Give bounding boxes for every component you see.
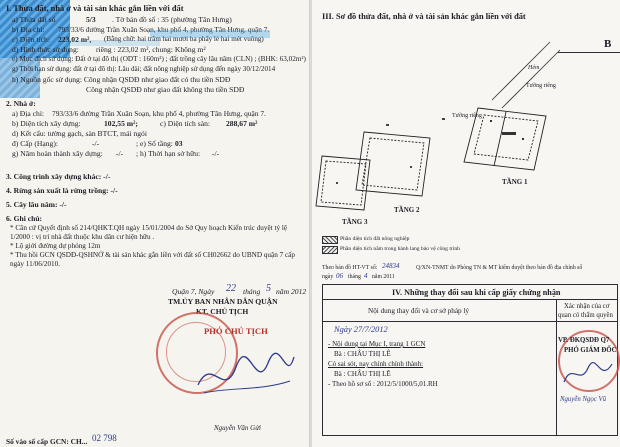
section3-title: III. Sơ đồ thửa đất, nhà ở và tài sản khác gắn liền với đất bbox=[322, 12, 526, 21]
changes-title: IV. Những thay đổi sau khi cấp giấy chứng nhận bbox=[392, 288, 561, 297]
sign-month: 5 bbox=[266, 283, 271, 294]
map-ref-date-prefix: ngày bbox=[322, 274, 334, 280]
legend-item: Phần diện tích đất nông nghiệp bbox=[340, 236, 410, 242]
house-build-area-label: b) Diện tích xây dựng: bbox=[12, 119, 81, 128]
land-address-value: 793/33/6 đường Trần Xuân Soạn, khu phố 4, phường Tân Hưng, quận 7. bbox=[58, 25, 270, 34]
table-rule bbox=[322, 299, 618, 300]
table-column-divider bbox=[556, 299, 557, 435]
label-hem: Hẻm bbox=[528, 65, 540, 71]
lot-dimension-ticks bbox=[490, 120, 524, 140]
confirm-signature-graphic bbox=[560, 356, 616, 392]
house-grade-value: -/- bbox=[92, 139, 100, 148]
item5-perennial: 5. Cây lâu năm: -/- bbox=[6, 200, 67, 209]
sign-role: PHÓ CHỦ TỊCH bbox=[204, 326, 268, 336]
register-number-label: Số vào sổ cấp GCN: CH... bbox=[6, 437, 88, 446]
map-ref-label: Theo bản đồ HT-VT số: bbox=[322, 265, 378, 271]
map-ref-approval: Q/XN-TNMT do Phòng TN & MT kiểm duyệt theo bản đồ địa chính số bbox=[416, 265, 583, 271]
land-area-value: 223,02 m², bbox=[58, 35, 92, 44]
house-floor-area-value: 288,67 m² bbox=[226, 119, 258, 128]
change-line: Bà : CHÂU THỊ LÊ bbox=[334, 350, 391, 358]
highlight-mark bbox=[150, 30, 270, 38]
sign-kt: KT. CHỦ TỊCH bbox=[196, 307, 249, 316]
land-area-label: c) Diện tích: bbox=[12, 35, 50, 44]
legend-item: Phần diện tích nằm trong hành lang bảo vệ công trình bbox=[340, 246, 460, 252]
map-ref-month: 4 bbox=[364, 272, 368, 280]
section1-title: I. Thửa đất, nhà ở và tài sản khác gắn liền với đất bbox=[6, 4, 184, 13]
land-term: g) Thời hạn sử dụng: đất ở tại đô thị: Lâu dài; đất nông nghiệp sử dụng đến ngày 30/12/2014 bbox=[12, 65, 276, 73]
land-address-label: b) Địa chỉ: bbox=[12, 25, 45, 34]
change-line: Có sai sót, nay chỉnh chính thành: bbox=[328, 360, 424, 368]
house-ownership-term-value: -/- bbox=[212, 149, 220, 158]
house-grade-label: đ) Cấp (Hạng): bbox=[12, 139, 58, 148]
legend-swatch bbox=[322, 236, 338, 244]
sign-date-prefix: Quận 7, Ngày bbox=[172, 287, 215, 296]
column-header-confirm-2: quan có thẩm quyền bbox=[558, 312, 613, 319]
house-floors-value: 03 bbox=[175, 139, 183, 148]
house-floor-area-label: c) Diện tích sàn: bbox=[160, 119, 210, 128]
land-usage-form-value: riêng : 223,02 m², chung: Không m² bbox=[96, 45, 206, 54]
house-year-value: -/- bbox=[116, 149, 124, 158]
land-map-sheet: . Tờ bản đồ số : 35 (phường Tân Hưng) bbox=[112, 15, 232, 24]
land-lot-value: 5/3 bbox=[86, 15, 96, 24]
map-ref-day: 06 bbox=[336, 272, 343, 280]
floor-plan-diagram bbox=[312, 20, 618, 235]
label-tuong-rieng-2: Tường riêng bbox=[452, 113, 482, 119]
land-purpose: e) Mục đích sử dụng: Đất ở tại đô thị (ODT : 160m²) ; đất trồng cây lâu năm (CLN) ; (BHK: 63,02m²) bbox=[12, 55, 306, 63]
change-line: - Nội dung tại Mục I, trang 1 GCN bbox=[328, 340, 426, 348]
note-line: * Thu hồi GCN QSDĐ-QSHNỞ & tài sản khác gắn liền với đất số CH02662 do UBND quận 7 cấp bbox=[10, 251, 295, 259]
house-address-value: 793/33/6 đường Trần Xuân Soạn, khu phố 4, phường Tân Hưng, quận 7. bbox=[52, 109, 266, 118]
signature-graphic bbox=[190, 345, 300, 405]
land-usage-form-label: d) Hình thức sử dụng: bbox=[12, 45, 79, 54]
house-ownership-term-label: ; h) Thời hạn sở hữu: bbox=[136, 149, 201, 158]
hem-road bbox=[492, 42, 560, 108]
change-line: Bà : CHÂU THỊ LẼ bbox=[334, 370, 391, 378]
confirm-name: Nguyễn Ngọc Vũ bbox=[560, 396, 607, 403]
change-date: Ngày 27/7/2012 bbox=[334, 325, 388, 334]
sign-name: Nguyễn Văn Gửi bbox=[214, 424, 261, 432]
house-year-label: g) Năm hoàn thành xây dựng: bbox=[12, 149, 103, 158]
item4-forest: 4. Rừng sản xuất là rừng trồng: -/- bbox=[6, 186, 118, 195]
house-build-area-value: 102,55 m²; bbox=[104, 119, 138, 128]
table-rule bbox=[322, 321, 618, 322]
note-line: 1/2000 : vị trí nhà đất thuộc khu dân cư hiện hữu . bbox=[10, 233, 155, 241]
sign-day: 22 bbox=[226, 283, 236, 294]
register-number-value: 02 798 bbox=[92, 433, 117, 443]
map-ref-number: 24834 bbox=[382, 262, 400, 270]
column-header-content: Nội dung thay đổi và cơ sở pháp lý bbox=[368, 307, 470, 315]
item6-notes-title: 6. Ghi chú: bbox=[6, 214, 43, 223]
sign-organization: TM.ỦY BAN NHÂN DÂN QUẬN bbox=[168, 297, 278, 306]
section2-title: 2. Nhà ở: bbox=[6, 99, 36, 108]
note-line: * Căn cứ Quyết định số 214/QHKT.QH ngày 15/01/2004 do Sở Quy hoạch Kiến trúc duyệt tỷ lệ bbox=[10, 224, 288, 232]
label-tang-3: TẦNG 3 bbox=[342, 218, 368, 226]
label-tang-1: TẦNG 1 bbox=[502, 178, 528, 186]
house-structure: d) Kết cấu: tường gạch, sàn BTCT, mái ngói bbox=[12, 129, 147, 138]
confirm-role: PHÓ GIÁM ĐỐC bbox=[564, 347, 617, 354]
map-ref-year: năm 2011 bbox=[372, 274, 395, 280]
label-tuong-rieng: Tường riêng bbox=[526, 83, 556, 89]
item3-other-construction: 3. Công trình xây dựng khác: -/- bbox=[6, 172, 111, 181]
right-page bbox=[312, 0, 620, 447]
legend-swatch bbox=[322, 246, 338, 254]
house-floors-label: ; e) Số tầng: bbox=[136, 139, 173, 148]
column-header-confirm-1: Xác nhận của cơ bbox=[564, 303, 610, 310]
sign-month-prefix: tháng bbox=[243, 287, 261, 296]
land-origin: h) Nguồn gốc sử dụng: Công nhận QSDĐ như giao đất có thu tiền SDĐ bbox=[12, 75, 231, 84]
label-tang-2: TẦNG 2 bbox=[394, 206, 420, 214]
land-lot-label: a) Thửa đất số bbox=[12, 15, 56, 24]
highlight-mark bbox=[0, 40, 160, 46]
change-line: - Theo hồ sơ số : 2012/5/1000/5,01.RH bbox=[328, 380, 438, 388]
sign-year: năm 2012 bbox=[276, 287, 307, 296]
house-address-label: a) Địa chỉ: bbox=[12, 109, 45, 118]
note-line: * Lộ giới đường dự phóng 12m bbox=[10, 242, 101, 250]
note-line: ngày 11/06/2010. bbox=[10, 260, 61, 268]
land-area-words: (Bằng chữ: hai trăm hai mươi ba phẩy lẻ hai mét vuông) bbox=[104, 35, 264, 43]
corner-mark: B bbox=[604, 38, 612, 50]
map-ref-month-prefix: tháng bbox=[348, 274, 361, 280]
land-origin-2: Công nhận QSDĐ như giao đất không thu tiền SDĐ bbox=[86, 85, 245, 94]
confirm-organization: VP. ĐKQSDĐ Q7 bbox=[558, 337, 610, 344]
